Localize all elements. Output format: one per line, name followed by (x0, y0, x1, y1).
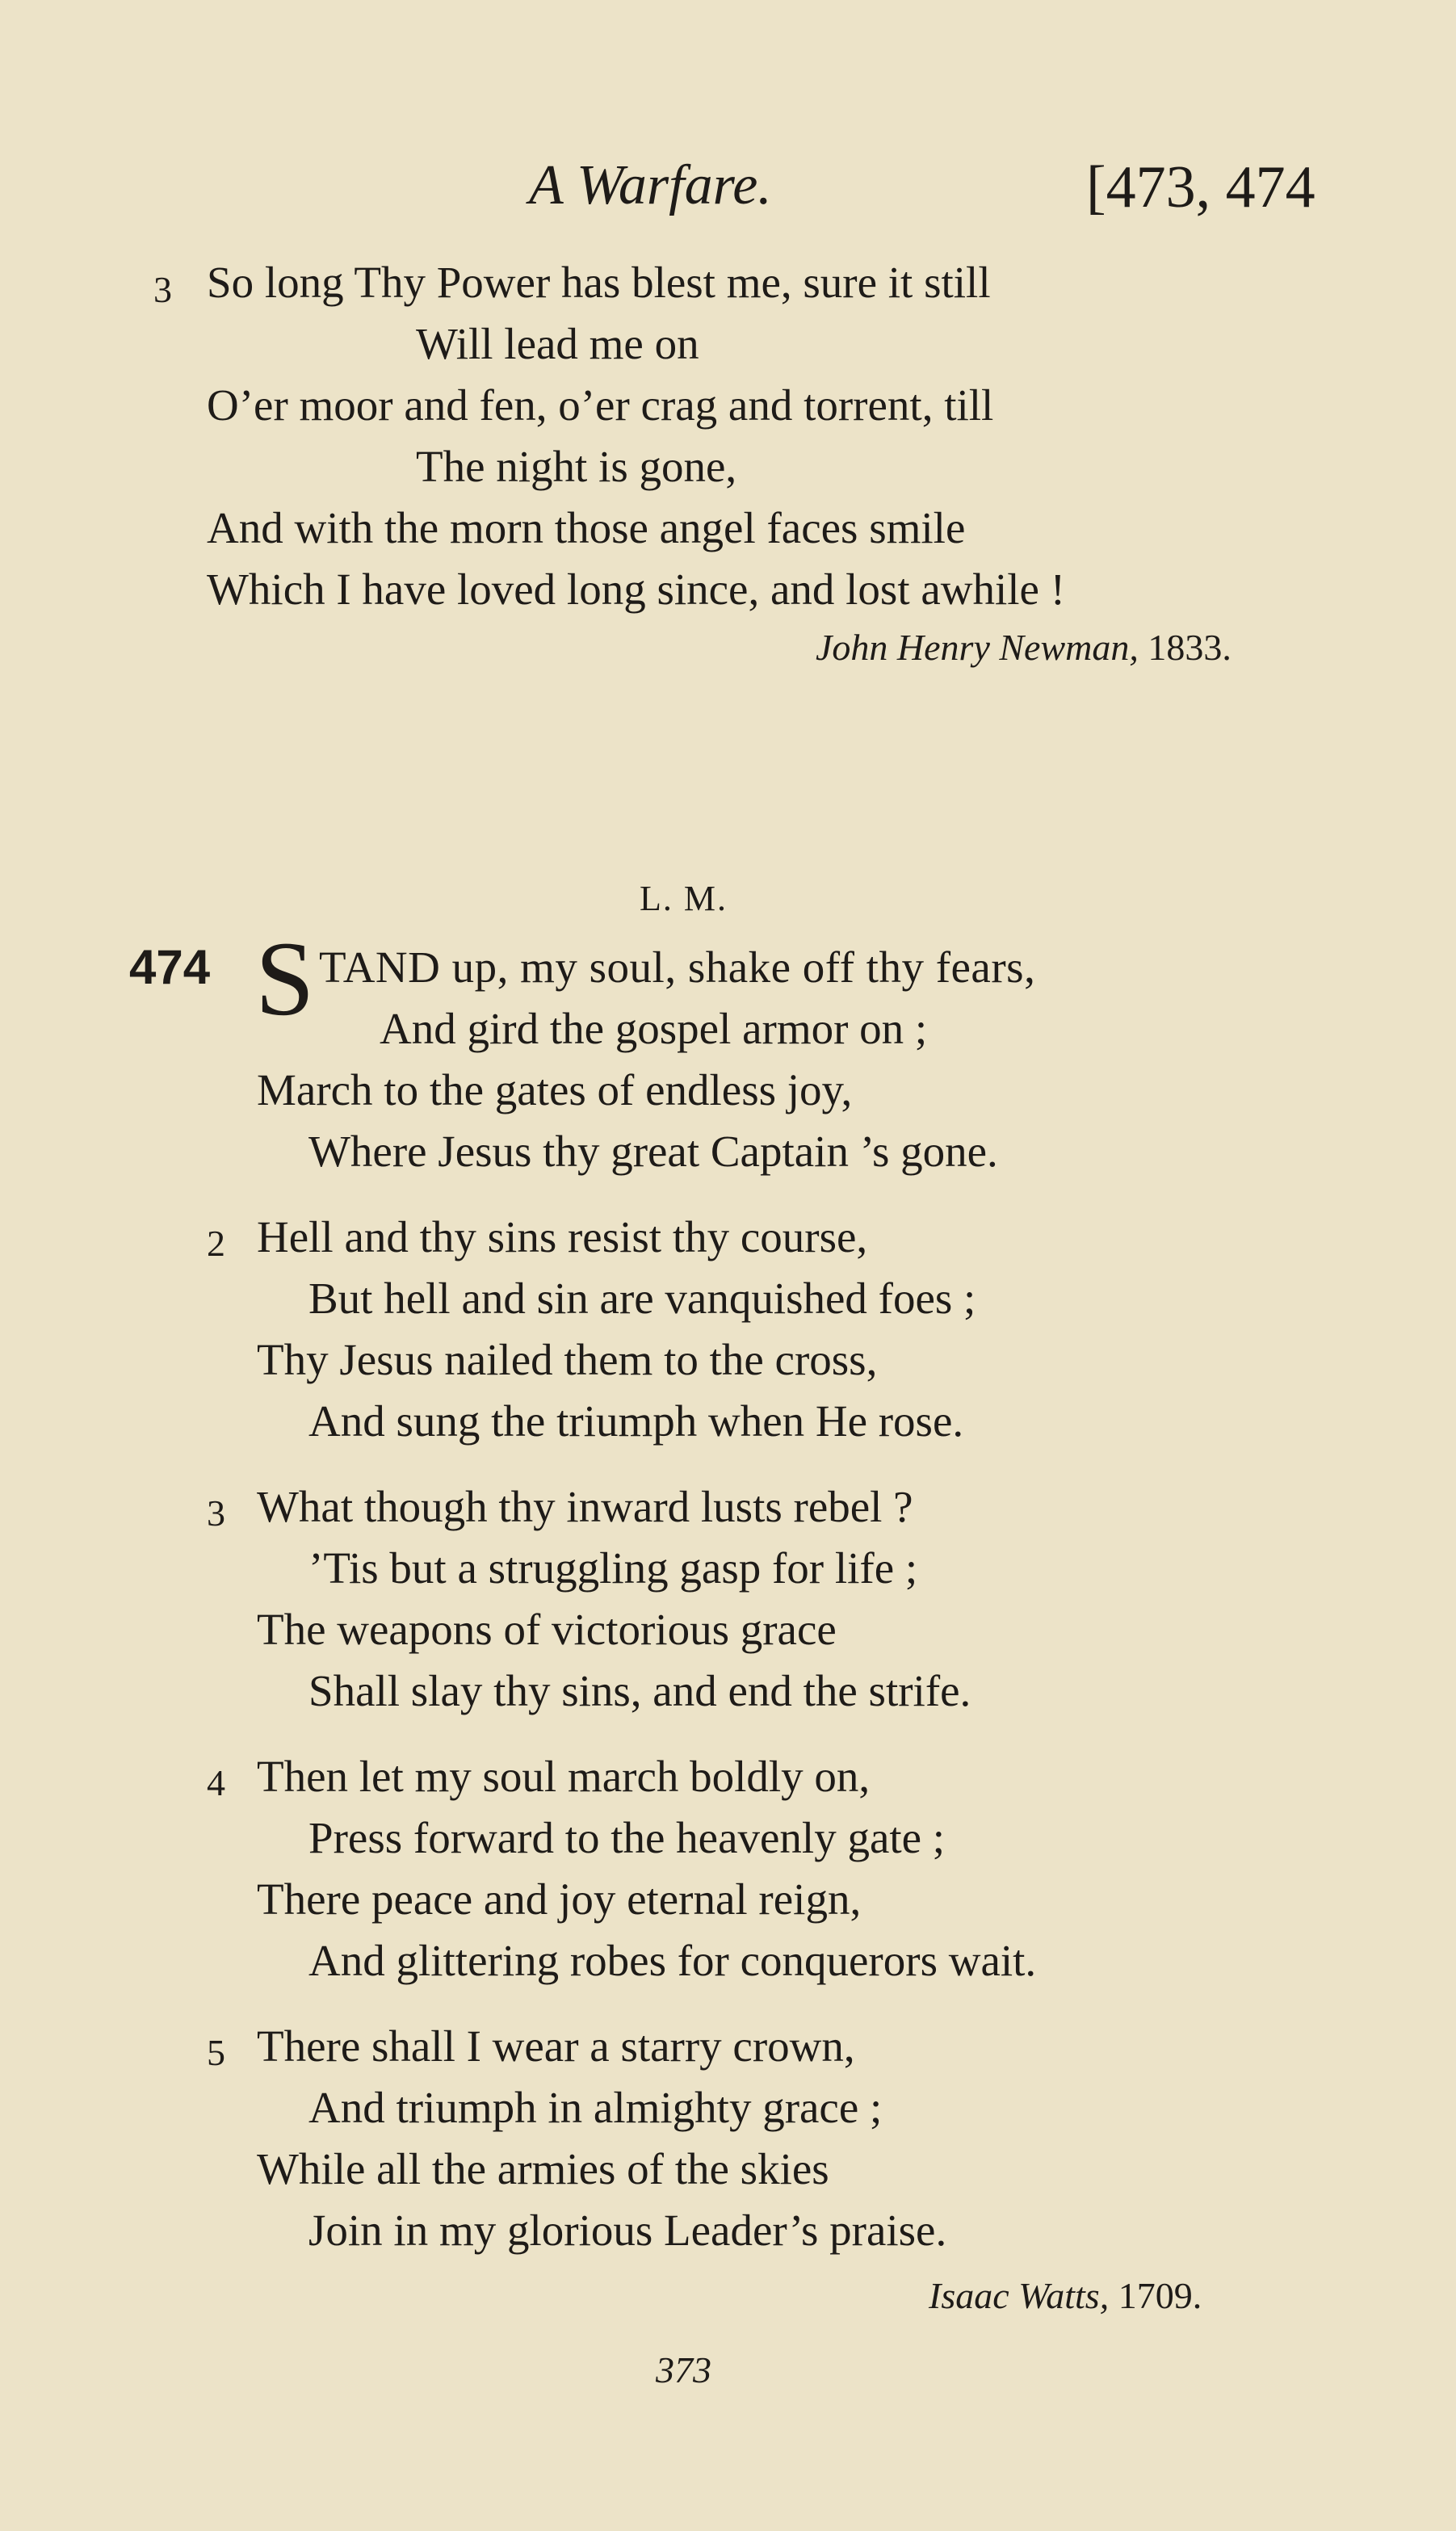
hymn-number-range: [473, 474 (1086, 154, 1315, 220)
page-number: 373 (656, 2349, 711, 2390)
verse-number: 3 (153, 269, 172, 310)
verse-line: So long Thy Power has blest me, sure it still (207, 258, 991, 307)
author-year: 1833. (1148, 627, 1232, 668)
verse-line: There shall I wear a starry crown, (257, 2021, 855, 2071)
author-name: Isaac Watts, (929, 2275, 1110, 2316)
verse-line: The night is gone, (416, 442, 737, 491)
section-title: A Warfare. (529, 154, 772, 216)
verse-line: Will lead me on (416, 319, 699, 368)
verse-line: There peace and joy eternal reign, (257, 1874, 862, 1924)
verse-number: 5 (207, 2032, 225, 2073)
verse-line: Where Jesus thy great Captain ’s gone. (308, 1127, 998, 1176)
verse-line: And gird the gospel armor on ; (380, 1004, 928, 1053)
verse-line: What though thy inward lusts rebel ? (257, 1482, 913, 1531)
verse-line: And triumph in almighty grace ; (308, 2083, 883, 2132)
verse-line: And sung the triumph when He rose. (308, 1396, 964, 1446)
verse-number: 4 (207, 1762, 225, 1803)
verse-line: Which I have loved long since, and lost awhile ! (207, 565, 1066, 614)
verse-line: Join in my glorious Leader’s praise. (308, 2206, 947, 2255)
verse-line: The weapons of victorious grace (257, 1605, 837, 1654)
verse-line: O’er moor and fen, o’er crag and torrent, till (207, 380, 994, 430)
verse-line: Shall slay thy sins, and end the strife. (308, 1666, 971, 1715)
author-attribution (816, 626, 1232, 669)
verse-line: While all the armies of the skies (257, 2144, 829, 2193)
verse-line: Press forward to the heavenly gate ; (308, 1813, 946, 1862)
verse-line: But hell and sin are vanquished foes ; (308, 1274, 976, 1323)
author-year: 1709. (1118, 2275, 1202, 2316)
verse-line: Hell and thy sins resist thy course, (257, 1212, 868, 1261)
verse-line: And glittering robes for conquerors wait. (308, 1936, 1037, 1985)
verse-line: And with the morn those angel faces smile (207, 503, 966, 552)
verse-number: 3 (207, 1492, 225, 1534)
verse-line: Then let my soul march boldly on, (257, 1752, 871, 1801)
verse-line: March to the gates of endless joy, (257, 1065, 853, 1114)
meter-label: L. M. (640, 879, 728, 918)
drop-cap: S (255, 919, 315, 1038)
hymn-number: 474 (129, 940, 211, 994)
verse-line: Thy Jesus nailed them to the cross, (257, 1335, 878, 1384)
verse-line: ’Tis but a struggling gasp for life ; (308, 1543, 918, 1593)
verse-number: 2 (207, 1223, 225, 1264)
verse-line: TAND up, my soul, shake off thy fears, (319, 942, 1036, 992)
author-attribution (929, 2274, 1202, 2317)
author-name: John Henry Newman, (816, 627, 1139, 668)
